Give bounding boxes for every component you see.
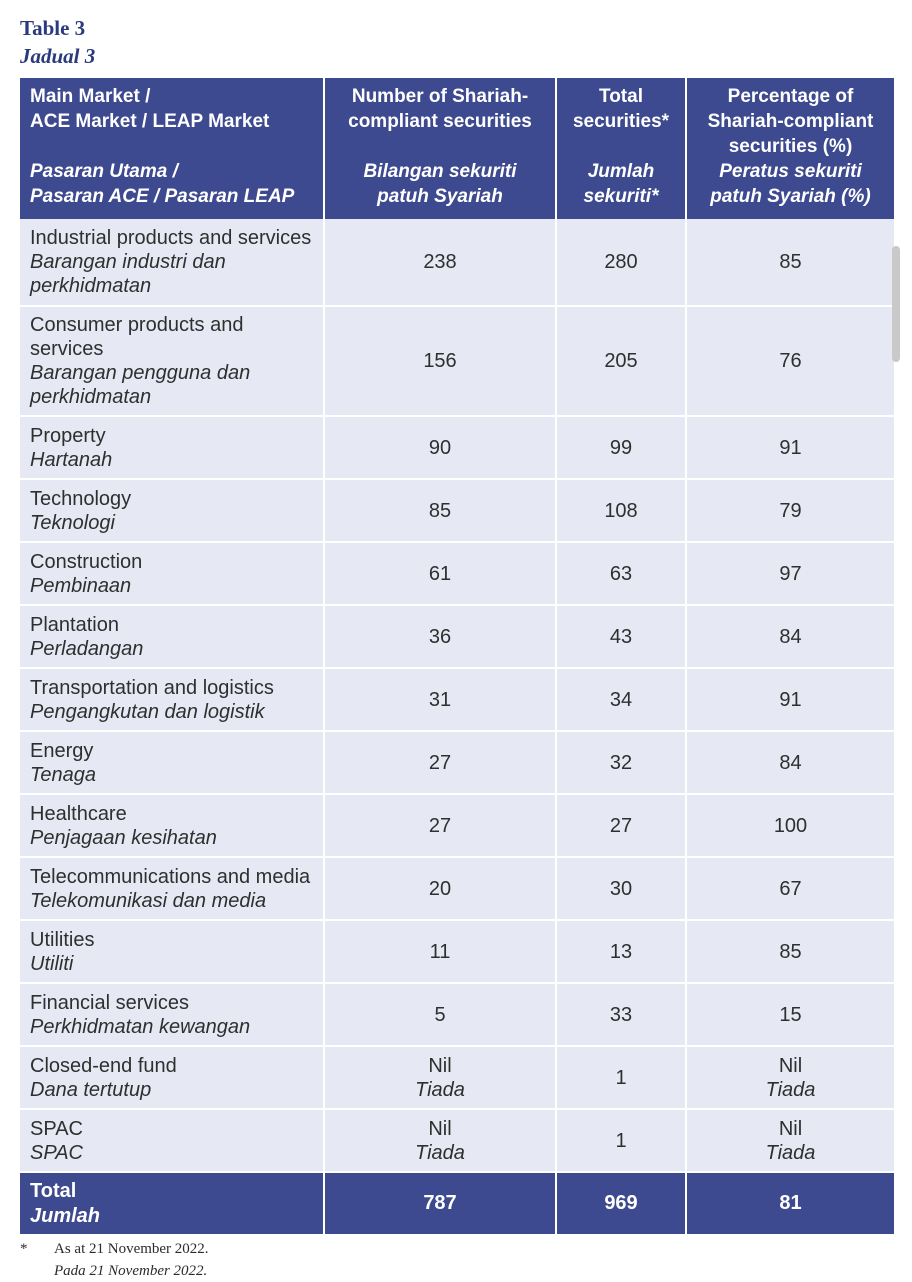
- sector-cell: [20, 794, 324, 857]
- shariah-count-cell: [324, 219, 556, 306]
- total-securities-cell: [556, 479, 686, 542]
- shariah-count-cell: [324, 605, 556, 668]
- total-securities-cell: [556, 542, 686, 605]
- sector-name-en: Closed-end fund: [30, 1054, 177, 1077]
- shariah-count-cell: [324, 306, 556, 416]
- shariah-count-cell-value-my: Tiada: [415, 1141, 465, 1164]
- table-row: [20, 920, 894, 983]
- shariah-count-cell: [324, 1046, 556, 1109]
- sector-cell: [20, 1109, 324, 1172]
- total-securities-cell-value: 34: [609, 688, 633, 711]
- percentage-cell: [686, 1109, 894, 1172]
- table-body: [20, 219, 894, 1172]
- header-shariah-count-my: Bilangan sekuriti patuh Syariah: [363, 161, 517, 207]
- percentage-cell-value-my: Tiada: [765, 1078, 816, 1101]
- shariah-count-cell-value: 5: [434, 1003, 446, 1026]
- table-row: [20, 1109, 894, 1172]
- percentage-cell-value: 91: [779, 688, 802, 711]
- sector-cell: [20, 1046, 324, 1109]
- total-securities-cell-value: 280: [604, 251, 638, 273]
- sector-cell: [20, 479, 324, 542]
- percentage-cell: [686, 306, 894, 416]
- shariah-count-cell-value-my: Tiada: [415, 1078, 465, 1101]
- shariah-count-cell-value: 20: [428, 877, 452, 900]
- total-securities-cell-value: 32: [609, 751, 633, 774]
- header-total-en: Total securities*: [572, 86, 670, 132]
- sector-cell: [20, 605, 324, 668]
- sector-cell: [20, 857, 324, 920]
- total-securities-cell-value: 33: [609, 1003, 633, 1026]
- sector-name-my: SPAC: [30, 1141, 83, 1164]
- footnote-my: Pada 21 November 2022.: [54, 1263, 208, 1279]
- sector-name-en: SPAC: [30, 1117, 83, 1140]
- header-percentage: [686, 78, 894, 219]
- shariah-count-cell: [324, 857, 556, 920]
- shariah-count-cell-value: Nil: [428, 1054, 452, 1077]
- total-securities-cell-value: 43: [609, 625, 633, 648]
- total-securities-cell-value: 63: [609, 562, 633, 585]
- table-title: [20, 14, 95, 70]
- total-securities-cell-value: 205: [604, 350, 638, 372]
- sector-name-en: Property: [30, 424, 106, 447]
- total-label-en: Total: [30, 1179, 77, 1202]
- sector-name-en: Transportation and logistics: [30, 676, 274, 699]
- percentage-cell: [686, 219, 894, 306]
- shariah-count-cell: [324, 668, 556, 731]
- percentage-cell-value: 76: [779, 350, 802, 372]
- shariah-count-cell: [324, 794, 556, 857]
- header-row: [20, 78, 894, 219]
- table-row: [20, 668, 894, 731]
- total-securities-cell-value: 1: [615, 1066, 627, 1089]
- total-securities-cell: [556, 668, 686, 731]
- total-securities-cell-value: 13: [609, 940, 633, 963]
- percentage-cell: [686, 605, 894, 668]
- total-label-my: Jumlah: [30, 1204, 101, 1227]
- sector-name-my: Teknologi: [30, 511, 115, 534]
- total-percentage: 81: [686, 1172, 894, 1234]
- sector-cell: [20, 668, 324, 731]
- table-row: [20, 731, 894, 794]
- percentage-cell-value: 97: [779, 562, 802, 585]
- total-row: [20, 1172, 894, 1234]
- percentage-cell-value: 85: [779, 251, 802, 273]
- shariah-securities-table: [20, 78, 894, 1234]
- sector-cell: [20, 920, 324, 983]
- shariah-count-cell: [324, 1109, 556, 1172]
- sector-name-my: Hartanah: [30, 448, 113, 471]
- total-securities-cell: [556, 306, 686, 416]
- percentage-cell: [686, 479, 894, 542]
- percentage-cell: [686, 668, 894, 731]
- sector-name-my: Dana tertutup: [30, 1078, 152, 1101]
- percentage-cell: [686, 920, 894, 983]
- percentage-cell: [686, 983, 894, 1046]
- shariah-count-cell-value: 238: [423, 251, 457, 273]
- total-securities-cell-value: 108: [604, 499, 638, 522]
- table-row: [20, 542, 894, 605]
- table-row: [20, 857, 894, 920]
- sector-name-my: Barangan pengguna dan perkhidmatan: [30, 362, 251, 408]
- percentage-cell-value: 100: [773, 814, 808, 837]
- sector-name-en: Telecommunications and media: [30, 865, 311, 888]
- header-shariah-count: [324, 78, 556, 219]
- header-total-my: Jumlah sekuriti*: [583, 161, 659, 207]
- header-shariah-count-en: Number of Shariah- compliant securities: [348, 86, 532, 132]
- percentage-cell-value: Nil: [778, 1117, 803, 1140]
- shariah-count-cell-value: 85: [428, 499, 452, 522]
- total-securities-cell: [556, 983, 686, 1046]
- sector-name-my: Tenaga: [30, 763, 96, 786]
- sector-name-en: Plantation: [30, 613, 119, 636]
- shariah-count-cell-value: 156: [423, 350, 457, 372]
- shariah-count-cell-value: 36: [428, 625, 452, 648]
- shariah-count-cell-value: 61: [428, 562, 452, 585]
- sector-cell: [20, 542, 324, 605]
- percentage-cell-value: 84: [779, 751, 802, 774]
- sector-name-my: Perkhidmatan kewangan: [30, 1015, 251, 1038]
- table-row: [20, 1046, 894, 1109]
- table-title-en: Table 3: [20, 16, 86, 40]
- table-title-my: Jadual 3: [20, 44, 96, 68]
- total-label: [20, 1172, 324, 1234]
- sector-cell: [20, 306, 324, 416]
- total-securities-cell-value: 99: [609, 436, 633, 459]
- total-shariah: 787: [324, 1172, 556, 1234]
- total-securities-cell: [556, 731, 686, 794]
- shariah-count-cell: [324, 983, 556, 1046]
- table-row: [20, 605, 894, 668]
- shariah-count-cell: [324, 542, 556, 605]
- total-securities-cell: [556, 1046, 686, 1109]
- sector-name-en: Consumer products and services: [30, 314, 244, 360]
- sector-cell: [20, 983, 324, 1046]
- shariah-count-cell-value: Nil: [428, 1117, 452, 1140]
- header-market: [20, 78, 324, 219]
- total-securities-cell: [556, 1109, 686, 1172]
- percentage-cell: [686, 794, 894, 857]
- sector-name-my: Penjagaan kesihatan: [30, 826, 217, 849]
- percentage-cell: [686, 1046, 894, 1109]
- percentage-cell-value: 91: [779, 436, 802, 459]
- shariah-count-cell-value: 90: [428, 436, 452, 459]
- vertical-scrollbar[interactable]: [892, 246, 900, 362]
- sector-name-my: Pembinaan: [30, 574, 132, 597]
- table-row: [20, 794, 894, 857]
- percentage-cell: [686, 542, 894, 605]
- header-percentage-en: Percentage of Shariah-compliant securities (%): [707, 86, 874, 157]
- total-securities-cell: [556, 920, 686, 983]
- total-securities-cell-value: 30: [609, 877, 633, 900]
- percentage-cell-value: 15: [779, 1003, 802, 1026]
- sector-name-en: Utilities: [30, 928, 95, 951]
- percentage-cell: [686, 857, 894, 920]
- table-row: [20, 416, 894, 479]
- sector-cell: [20, 219, 324, 306]
- footnote-mark: *: [20, 1241, 28, 1257]
- sector-name-my: Perladangan: [30, 637, 144, 660]
- sector-name-en: Financial services: [30, 991, 189, 1014]
- sector-name-my: Barangan industri dan perkhidmatan: [30, 251, 226, 297]
- total-securities-cell-value: 27: [609, 814, 633, 837]
- table-row: [20, 479, 894, 542]
- total-securities-cell: [556, 794, 686, 857]
- sector-name-en: Energy: [30, 739, 94, 762]
- shariah-count-cell-value: 31: [428, 688, 452, 711]
- sector-name-en: Healthcare: [30, 802, 127, 825]
- sector-cell: [20, 731, 324, 794]
- shariah-count-cell: [324, 416, 556, 479]
- shariah-count-cell-value: 27: [428, 751, 452, 774]
- table-row: [20, 983, 894, 1046]
- percentage-cell-value: 84: [779, 625, 802, 648]
- table-row: [20, 219, 894, 306]
- total-securities-cell: [556, 416, 686, 479]
- percentage-cell-value: 85: [779, 940, 802, 963]
- percentage-cell-value: 79: [779, 499, 802, 522]
- percentage-cell-value: 67: [779, 877, 802, 900]
- header-percentage-my: Peratus sekuriti patuh Syariah (%): [710, 161, 871, 207]
- total-securities-cell: [556, 857, 686, 920]
- header-market-my: Pasaran Utama / Pasaran ACE / Pasaran LEAP: [30, 161, 295, 207]
- percentage-cell-value: Nil: [778, 1054, 803, 1077]
- sector-name-en: Technology: [30, 487, 132, 510]
- shariah-count-cell-value: 27: [428, 814, 452, 837]
- shariah-count-cell: [324, 920, 556, 983]
- percentage-cell: [686, 416, 894, 479]
- total-securities-cell: [556, 605, 686, 668]
- sector-name-en: Industrial products and services: [30, 227, 312, 249]
- total-securities-cell: [556, 219, 686, 306]
- total-securities: 969: [556, 1172, 686, 1234]
- sector-name-en: Construction: [30, 550, 143, 573]
- total-securities-cell-value: 1: [615, 1129, 627, 1152]
- sector-name-my: Utiliti: [30, 952, 74, 975]
- percentage-cell: [686, 731, 894, 794]
- sector-name-my: Pengangkutan dan logistik: [30, 700, 265, 723]
- footnote: [20, 1238, 209, 1282]
- header-market-en: Main Market / ACE Market / LEAP Market: [30, 86, 270, 132]
- percentage-cell-value-my: Tiada: [765, 1141, 816, 1164]
- footnote-en: As at 21 November 2022.: [54, 1241, 209, 1257]
- sector-cell: [20, 416, 324, 479]
- sector-name-my: Telekomunikasi dan media: [30, 889, 267, 912]
- shariah-count-cell: [324, 731, 556, 794]
- table-row: [20, 306, 894, 416]
- header-total: [556, 78, 686, 219]
- shariah-count-cell: [324, 479, 556, 542]
- shariah-count-cell-value: 11: [429, 940, 451, 963]
